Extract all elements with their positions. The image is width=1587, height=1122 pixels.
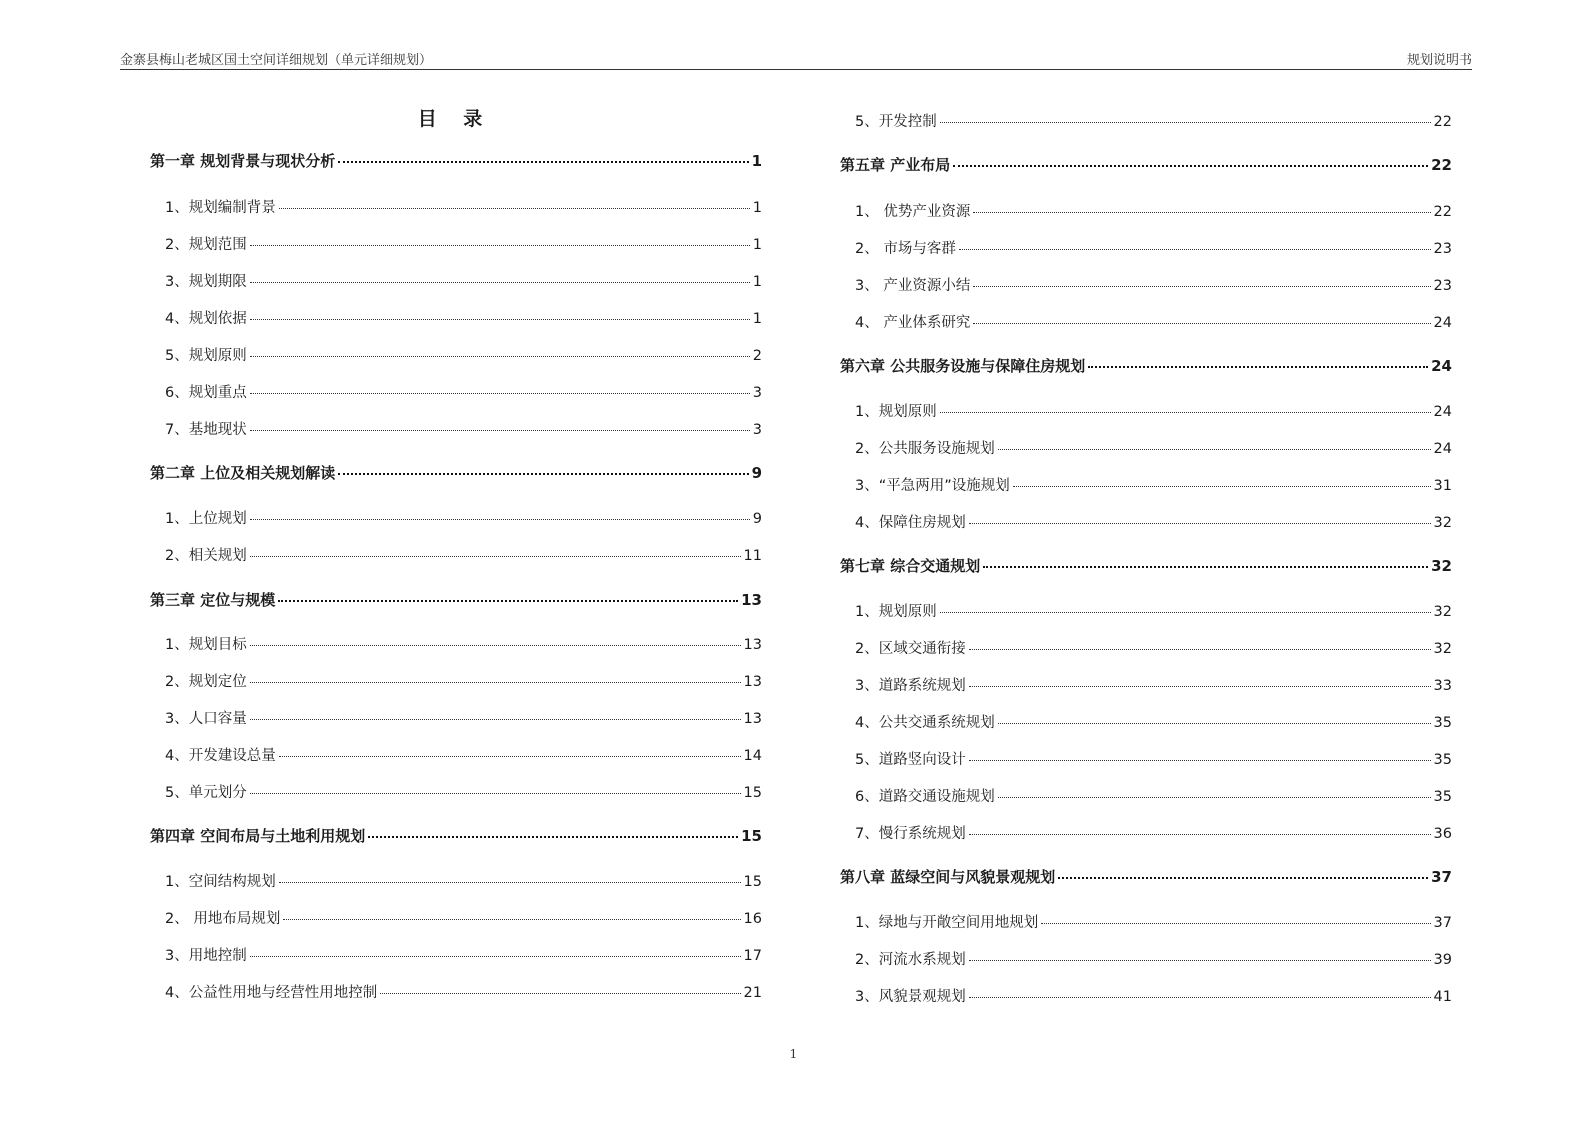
toc-section-entry[interactable] <box>150 381 762 401</box>
toc-entry-page: 22 <box>1433 114 1452 130</box>
toc-section-entry[interactable] <box>840 274 1452 294</box>
toc-entry-label: 3、规划期限 <box>165 274 247 290</box>
toc-dot-leader <box>953 164 1428 167</box>
toc-chapter-entry[interactable] <box>840 355 1452 375</box>
toc-entry-page: 1 <box>752 311 762 327</box>
toc-section-entry[interactable] <box>150 233 762 253</box>
toc-entry-label: 第一章 规划背景与现状分析 <box>150 152 336 170</box>
toc-entry-label: 2、 市场与客群 <box>855 241 956 257</box>
toc-dot-leader <box>278 599 738 602</box>
toc-dot-leader <box>250 318 750 320</box>
toc-entry-label: 1、规划原则 <box>855 404 937 420</box>
toc-entry-page: 24 <box>1433 441 1452 457</box>
toc-entry-page: 24 <box>1433 404 1452 420</box>
toc-entry-label: 第八章 蓝绿空间与风貌景观规划 <box>840 868 1056 886</box>
toc-dot-leader <box>940 121 1431 123</box>
toc-section-entry[interactable] <box>840 822 1452 842</box>
toc-entry-label: 1、上位规划 <box>165 511 247 527</box>
toc-entry-label: 第四章 空间布局与土地利用规划 <box>150 827 366 845</box>
toc-section-entry[interactable] <box>150 418 762 438</box>
toc-section-entry[interactable] <box>150 907 762 927</box>
toc-entry-label: 4、开发建设总量 <box>165 748 276 764</box>
toc-entry-label: 7、基地现状 <box>165 422 247 438</box>
toc-entry-page: 3 <box>752 422 762 438</box>
toc-entry-label: 5、规划原则 <box>165 348 247 364</box>
toc-entry-label: 3、“平急两用”设施规划 <box>855 478 1010 494</box>
toc-dot-leader <box>250 792 741 794</box>
toc-entry-label: 2、规划范围 <box>165 237 247 253</box>
toc-section-entry[interactable] <box>840 237 1452 257</box>
toc-section-entry[interactable] <box>840 511 1452 531</box>
toc-entry-label: 4、公共交通系统规划 <box>855 715 995 731</box>
toc-dot-leader <box>940 611 1431 613</box>
toc-entry-page: 1 <box>752 200 762 216</box>
toc-entry-page: 37 <box>1431 868 1452 886</box>
toc-section-entry[interactable] <box>840 474 1452 494</box>
toc-section-entry[interactable] <box>840 674 1452 694</box>
toc-section-entry[interactable] <box>150 707 762 727</box>
toc-chapter-entry[interactable] <box>150 150 762 170</box>
toc-entry-page: 23 <box>1433 278 1452 294</box>
toc-entry-page: 2 <box>752 348 762 364</box>
toc-dot-leader <box>969 522 1431 524</box>
toc-entry-label: 4、规划依据 <box>165 311 247 327</box>
toc-dot-leader <box>250 681 741 683</box>
toc-entry-label: 4、保障住房规划 <box>855 515 966 531</box>
toc-chapter-entry[interactable] <box>840 154 1452 174</box>
toc-entry-page: 24 <box>1431 357 1452 375</box>
toc-dot-leader <box>969 833 1431 835</box>
toc-entry-page: 35 <box>1433 715 1452 731</box>
toc-dot-leader <box>380 992 740 994</box>
toc-dot-leader <box>973 322 1430 324</box>
toc-entry-page: 15 <box>743 785 762 801</box>
toc-entry-page: 35 <box>1433 752 1452 768</box>
toc-section-entry[interactable] <box>150 944 762 964</box>
toc-title: 目 录 <box>417 108 493 130</box>
toc-entry-page: 35 <box>1433 789 1452 805</box>
toc-entry-page: 32 <box>1433 604 1452 620</box>
toc-section-entry[interactable] <box>150 307 762 327</box>
toc-dot-leader <box>1013 485 1431 487</box>
toc-entry-page: 37 <box>1433 915 1452 931</box>
toc-chapter-entry[interactable] <box>840 866 1452 886</box>
toc-entry-page: 17 <box>743 948 762 964</box>
toc-chapter-entry[interactable] <box>150 462 762 482</box>
toc-entry-page: 1 <box>752 237 762 253</box>
toc-dot-leader <box>250 955 741 957</box>
toc-section-entry[interactable] <box>840 200 1452 220</box>
toc-entry-page: 32 <box>1433 515 1452 531</box>
toc-dot-leader <box>969 759 1431 761</box>
toc-entry-label: 5、单元划分 <box>165 785 247 801</box>
toc-entry-page: 1 <box>752 274 762 290</box>
toc-section-entry[interactable] <box>150 196 762 216</box>
toc-entry-label: 1、 优势产业资源 <box>855 204 971 220</box>
toc-section-entry[interactable] <box>150 544 762 564</box>
toc-entry-page: 22 <box>1433 204 1452 220</box>
toc-dot-leader <box>338 472 748 475</box>
toc-entry-page: 13 <box>741 591 762 609</box>
toc-section-entry[interactable] <box>840 600 1452 620</box>
toc-entry-label: 3、用地控制 <box>165 948 247 964</box>
toc-entry-page: 11 <box>743 548 762 564</box>
toc-dot-leader <box>250 355 750 357</box>
toc-entry-label: 第三章 定位与规模 <box>150 591 276 609</box>
toc-section-entry[interactable] <box>840 948 1452 968</box>
toc-entry-label: 1、规划目标 <box>165 637 247 653</box>
toc-dot-leader <box>940 411 1431 413</box>
toc-entry-label: 5、开发控制 <box>855 114 937 130</box>
toc-dot-leader <box>250 555 741 557</box>
toc-section-entry[interactable] <box>840 110 1452 130</box>
toc-dot-leader <box>959 248 1431 250</box>
toc-dot-leader <box>250 644 741 646</box>
toc-dot-leader <box>1088 365 1428 368</box>
toc-entry-page: 16 <box>743 911 762 927</box>
toc-entry-label: 1、空间结构规划 <box>165 874 276 890</box>
toc-entry-label: 4、公益性用地与经营性用地控制 <box>165 985 378 1001</box>
toc-dot-leader <box>969 685 1431 687</box>
toc-chapter-entry[interactable] <box>150 589 762 609</box>
document-title: 金寨县梅山老城区国土空间详细规划（单元详细规划） <box>120 53 433 68</box>
toc-section-entry[interactable] <box>840 400 1452 420</box>
toc-section-entry[interactable] <box>150 633 762 653</box>
toc-entry-page: 41 <box>1433 989 1452 1005</box>
toc-entry-label: 3、道路系统规划 <box>855 678 966 694</box>
toc-entry-page: 32 <box>1433 641 1452 657</box>
toc-dot-leader <box>250 518 750 520</box>
page-header <box>120 47 1472 70</box>
toc-entry-label: 1、规划编制背景 <box>165 200 276 216</box>
toc-dot-leader <box>973 211 1430 213</box>
toc-entry-label: 2、河流水系规划 <box>855 952 966 968</box>
toc-entry-page: 23 <box>1433 241 1452 257</box>
toc-section-entry[interactable] <box>150 870 762 890</box>
toc-entry-label: 2、 用地布局规划 <box>165 911 281 927</box>
toc-dot-leader <box>283 918 740 920</box>
toc-entry-page: 31 <box>1433 478 1452 494</box>
toc-section-entry[interactable] <box>150 670 762 690</box>
toc-entry-page: 9 <box>751 464 762 482</box>
toc-dot-leader <box>998 448 1431 450</box>
toc-section-entry[interactable] <box>840 711 1452 731</box>
toc-dot-leader <box>969 996 1431 998</box>
toc-entry-label: 5、道路竖向设计 <box>855 752 966 768</box>
toc-entry-label: 第七章 综合交通规划 <box>840 557 981 575</box>
toc-entry-label: 4、 产业体系研究 <box>855 315 971 331</box>
toc-entry-page: 9 <box>752 511 762 527</box>
toc-entry-label: 第五章 产业布局 <box>840 156 951 174</box>
toc-entry-page: 32 <box>1431 557 1452 575</box>
toc-dot-leader <box>338 160 748 163</box>
toc-entry-label: 2、规划定位 <box>165 674 247 690</box>
document-type: 规划说明书 <box>1406 53 1472 68</box>
toc-dot-leader <box>279 881 741 883</box>
toc-section-entry[interactable] <box>150 781 762 801</box>
toc-entry-page: 15 <box>743 874 762 890</box>
toc-entry-page: 33 <box>1433 678 1452 694</box>
toc-dot-leader <box>250 281 750 283</box>
toc-dot-leader <box>368 835 738 838</box>
toc-section-entry[interactable] <box>150 744 762 764</box>
toc-entry-page: 21 <box>743 985 762 1001</box>
toc-dot-leader <box>279 207 750 209</box>
toc-dot-leader <box>250 392 750 394</box>
toc-dot-leader <box>973 285 1430 287</box>
toc-entry-label: 3、风貌景观规划 <box>855 989 966 1005</box>
toc-section-entry[interactable] <box>150 507 762 527</box>
toc-section-entry[interactable] <box>840 785 1452 805</box>
toc-chapter-entry[interactable] <box>150 825 762 845</box>
toc-entry-page: 13 <box>743 711 762 727</box>
toc-entry-label: 3、 产业资源小结 <box>855 278 971 294</box>
toc-section-entry[interactable] <box>150 270 762 290</box>
toc-entry-label: 6、规划重点 <box>165 385 247 401</box>
toc-entry-page: 36 <box>1433 826 1452 842</box>
toc-section-entry[interactable] <box>840 911 1452 931</box>
toc-entry-label: 第六章 公共服务设施与保障住房规划 <box>840 357 1086 375</box>
toc-section-entry[interactable] <box>840 748 1452 768</box>
toc-dot-leader <box>250 429 750 431</box>
toc-dot-leader <box>998 722 1431 724</box>
toc-chapter-entry[interactable] <box>840 555 1452 575</box>
toc-entry-page: 1 <box>751 152 762 170</box>
toc-entry-page: 14 <box>743 748 762 764</box>
toc-entry-page: 39 <box>1433 952 1452 968</box>
toc-entry-label: 3、人口容量 <box>165 711 247 727</box>
toc-entry-label: 2、区域交通衔接 <box>855 641 966 657</box>
toc-dot-leader <box>1041 922 1430 924</box>
toc-entry-page: 24 <box>1433 315 1452 331</box>
toc-entry-page: 22 <box>1431 156 1452 174</box>
toc-entry-label: 2、相关规划 <box>165 548 247 564</box>
toc-dot-leader <box>969 648 1431 650</box>
toc-entry-label: 7、慢行系统规划 <box>855 826 966 842</box>
toc-dot-leader <box>998 796 1431 798</box>
toc-entry-page: 15 <box>741 827 762 845</box>
toc-section-entry[interactable] <box>840 985 1452 1005</box>
toc-dot-leader <box>969 959 1431 961</box>
toc-section-entry[interactable] <box>840 311 1452 331</box>
toc-dot-leader <box>1058 876 1428 879</box>
toc-dot-leader <box>279 755 741 757</box>
toc-entry-label: 1、规划原则 <box>855 604 937 620</box>
toc-entry-label: 2、公共服务设施规划 <box>855 441 995 457</box>
toc-entry-label: 第二章 上位及相关规划解读 <box>150 464 336 482</box>
toc-section-entry[interactable] <box>840 637 1452 657</box>
toc-section-entry[interactable] <box>150 981 762 1001</box>
toc-entry-page: 13 <box>743 674 762 690</box>
toc-entry-label: 1、绿地与开敞空间用地规划 <box>855 915 1039 931</box>
toc-section-entry[interactable] <box>840 437 1452 457</box>
toc-section-entry[interactable] <box>150 344 762 364</box>
toc-dot-leader <box>250 244 750 246</box>
toc-dot-leader <box>983 565 1428 568</box>
toc-entry-label: 6、道路交通设施规划 <box>855 789 995 805</box>
page-number: 1 <box>789 1047 798 1061</box>
toc-entry-page: 13 <box>743 637 762 653</box>
toc-entry-page: 3 <box>752 385 762 401</box>
toc-dot-leader <box>250 718 741 720</box>
